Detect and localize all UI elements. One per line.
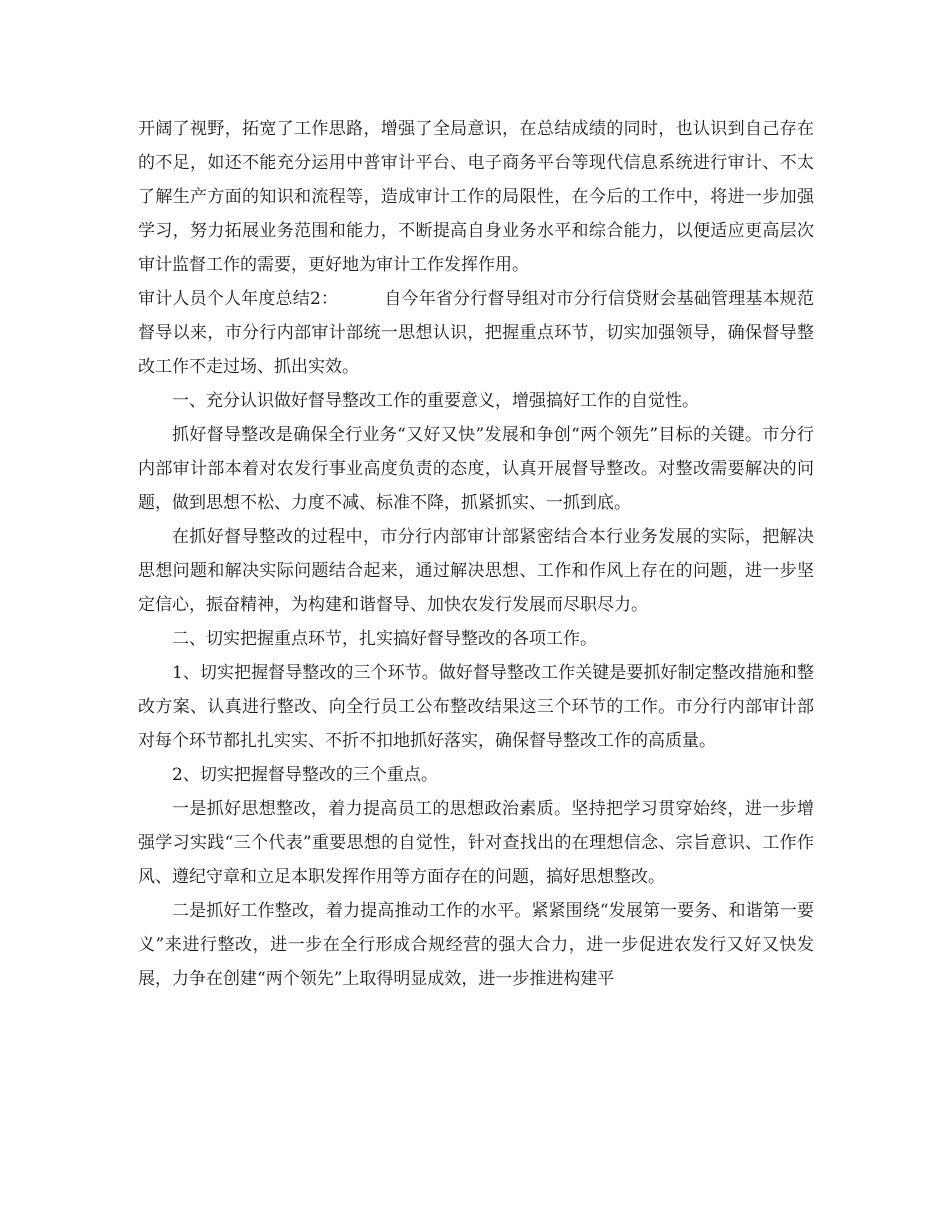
paragraph-continuation: 开阔了视野，拓宽了工作思路，增强了全局意识，在总结成绩的同时，也认识到自己存在的不足，如还不能充分运用中普审计平台、电子商务平台等现代信息系统进行审计、不太了解生产方面的知识和流程等，造成审计工作的局限性，在今后的工作中，将进一步加强学习，努力拓展业务范围和能力，不断提高自身业务水平和综合能力，以便适应更高层次审计监督工作的需要，更好地为审计工作发挥作用。: [138, 119, 814, 275]
summary-2-intro-text: 自今年省分行督导组对市分行信贷财会基础管理基本规范督导以来，市分行内部审计部统一思想认识，把握重点环节，切实加强领导，确保督导整改工作不走过场、抓出实效。: [138, 289, 815, 377]
section-heading-1: 一、充分认识做好督导整改工作的重要意义，增强搞好工作的自觉性。: [172, 391, 699, 411]
section-heading-2: 二、切实把握重点环节，扎实搞好督导整改的各项工作。: [172, 629, 597, 649]
paragraph-three-links: 1、切实把握督导整改的三个环节。做好督导整改工作关键是要抓好制定整改措施和整改方案、认真进行整改、向全行员工公布整改结果这三个环节的工作。市分行内部审计部对每个环节都扎扎实实、不折不扣地抓好落实，确保督导整改工作的高质量。: [138, 663, 814, 751]
document-page: [138, 112, 814, 996]
subheading-three-focus-points: 2、切实把握督导整改的三个重点。: [172, 765, 438, 785]
paragraph-thought-rectification: 一是抓好思想整改，着力提高员工的思想政治素质。坚持把学习贯穿始终，进一步增强学习实践“三个代表”重要思想的自觉性，针对查找出的在理想信念、宗旨意识、工作作风、遵纪守章和立足本职发挥作用等方面存在的问题，搞好思想整改。: [138, 799, 814, 887]
paragraph-work-rectification: 二是抓好工作整改，着力提高推动工作的水平。紧紧围绕“发展第一要务、和谐第一要义”来进行整改，进一步在全行形成合规经营的强大合力，进一步促进农发行又好又快发展，力争在创建“两个领先”上取得明显成效，进一步推进构建平: [138, 901, 814, 989]
paragraph-process: 在抓好督导整改的过程中，市分行内部审计部紧密结合本行业务发展的实际，把解决思想问题和解决实际问题结合起来，通过解决思想、工作和作风上存在的问题，进一步坚定信心，振奋精神，为构建和谐督导、加快农发行发展而尽职尽力。: [138, 527, 814, 615]
paragraph-key-of-rectification: 抓好督导整改是确保全行业务“又好又快”发展和争创“两个领先”目标的关键。市分行内部审计部本着对农发行事业高度负责的态度，认真开展督导整改。对整改需要解决的问题，做到思想不松、力度不减、标准不降，抓紧抓实、一抓到底。: [138, 425, 814, 513]
summary-2-heading: 审计人员个人年度总结2：: [138, 289, 339, 309]
paragraph-summary-2-intro: [138, 282, 814, 384]
